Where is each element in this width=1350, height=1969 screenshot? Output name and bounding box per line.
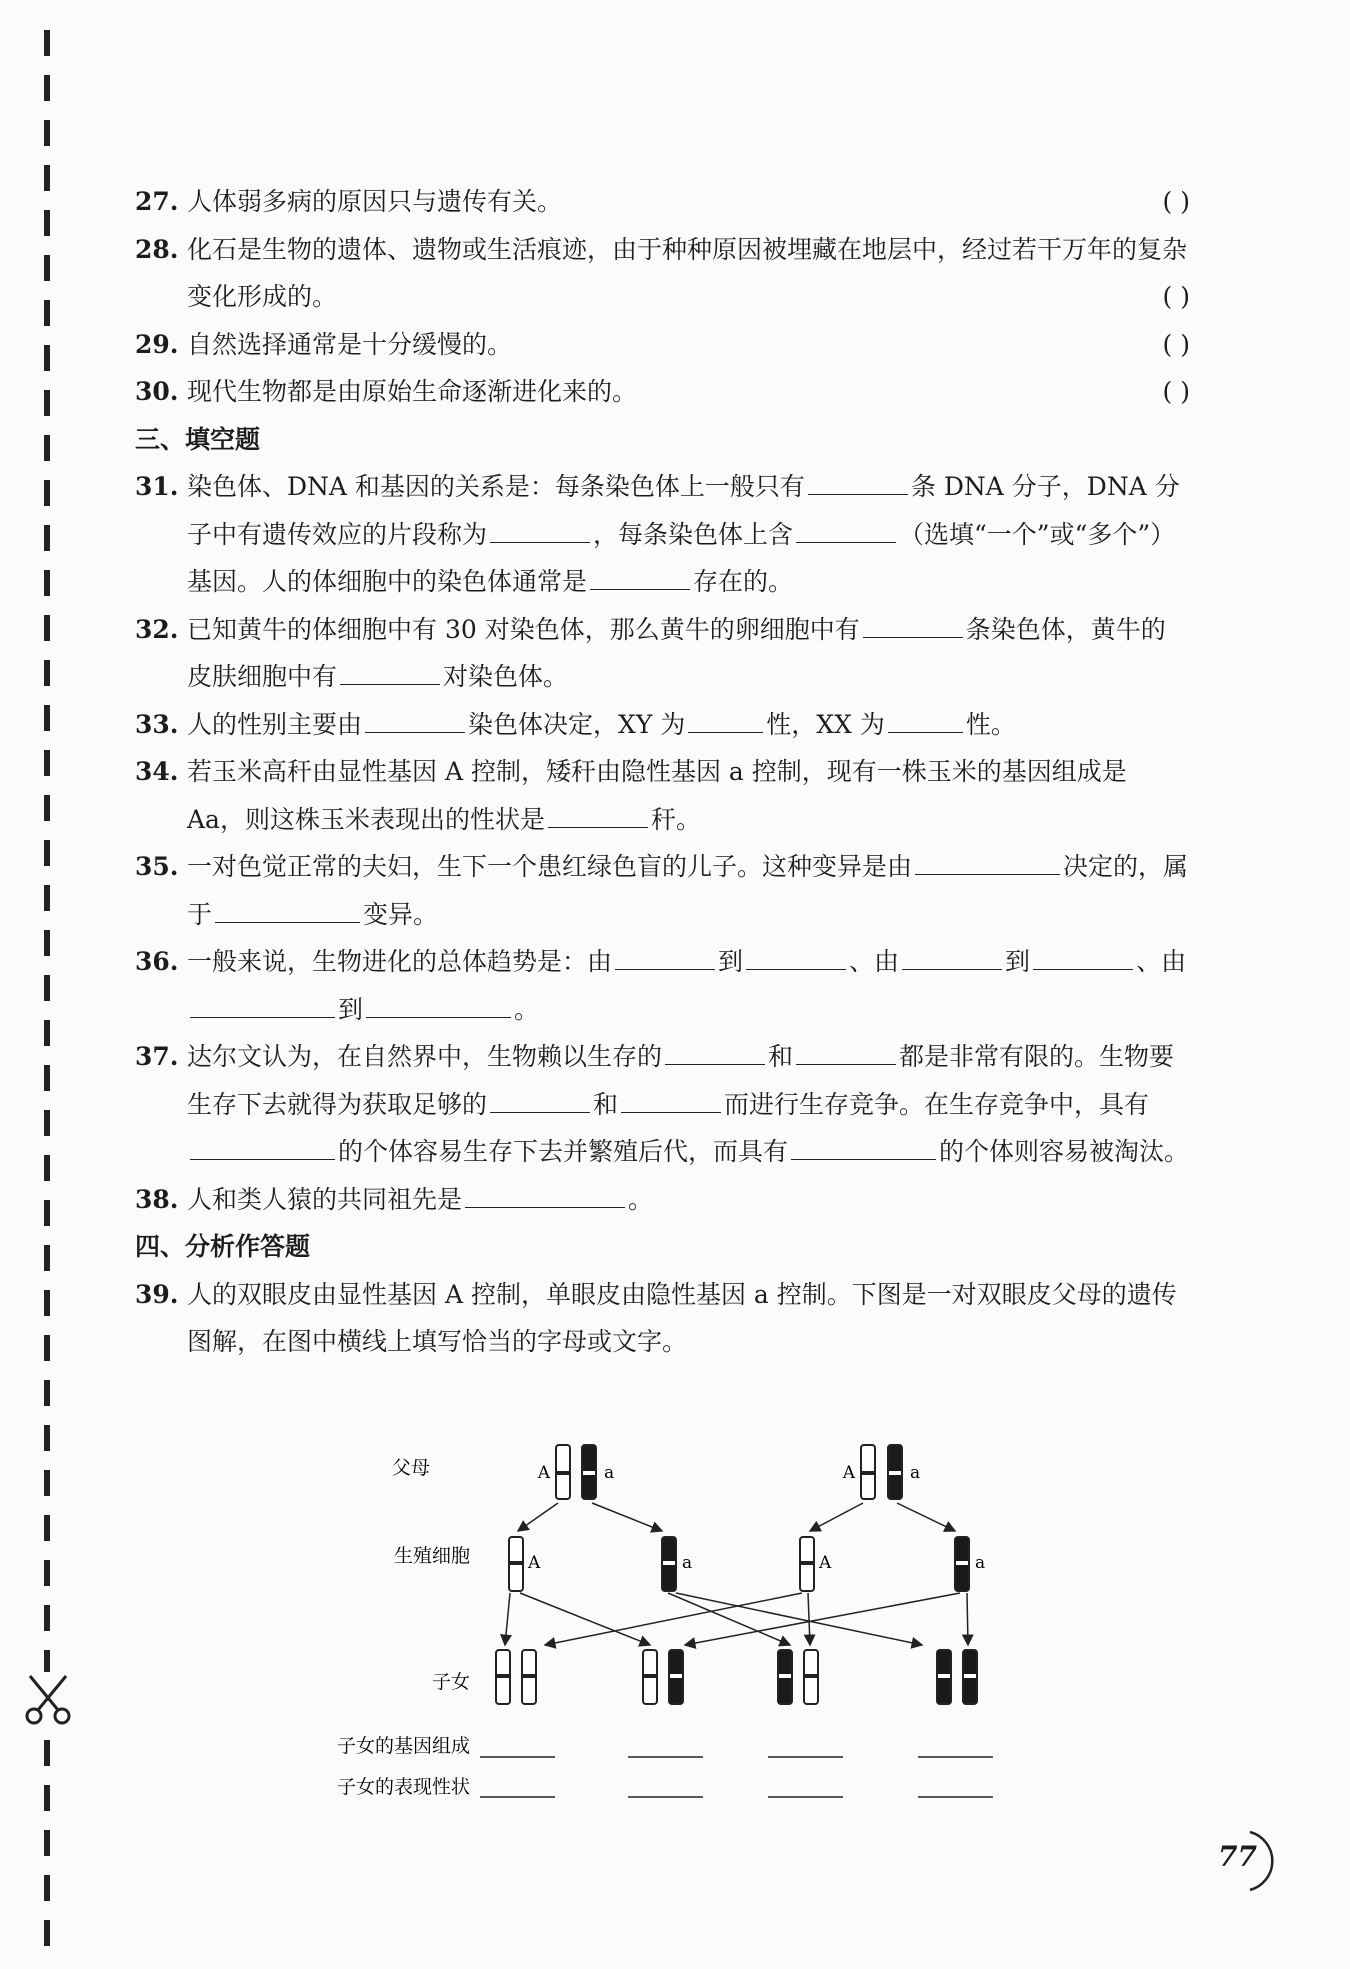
gene-band xyxy=(956,1561,968,1565)
answer-blank[interactable] xyxy=(621,1090,721,1113)
question-text: 化石是生物的遗体、遗物或生活痕迹，由于种种原因被埋藏在地层中，经过若干万年的复杂变化形成的。 xyxy=(187,234,1188,311)
question-text: 到 xyxy=(1005,947,1031,976)
arrows-parent-to-gamete xyxy=(518,1503,955,1531)
question-text: 和 xyxy=(768,1042,794,1071)
answer-blank[interactable] xyxy=(796,1042,896,1065)
question-number: 33. xyxy=(135,709,179,739)
label-children: 子女 xyxy=(431,1671,470,1693)
question-36 xyxy=(135,938,1190,1033)
question-text: 条染色体，黄牛的皮肤细胞中有 xyxy=(187,614,1166,691)
scissors-icon xyxy=(18,1672,78,1732)
question-text: 性。 xyxy=(965,709,1016,739)
parent-father xyxy=(537,1445,614,1499)
answer-blank[interactable] xyxy=(688,710,763,733)
question-text: 染色体、DNA 和基因的关系是：每条染色体上一般只有 xyxy=(187,472,805,501)
allele-label: A xyxy=(842,1463,855,1483)
answer-blank[interactable] xyxy=(1033,947,1133,970)
answer-blank[interactable] xyxy=(888,710,963,733)
question-text: 的个体容易生存下去并繁殖后代，而具有 xyxy=(338,1137,789,1166)
inheritance-diagram xyxy=(300,1425,1020,1825)
question-31 xyxy=(135,463,1190,606)
answer-parentheses[interactable]: ( ) xyxy=(1162,329,1190,359)
question-number: 39. xyxy=(135,1279,179,1309)
question-39 xyxy=(135,1271,1190,1366)
question-text: 秆。 xyxy=(650,804,701,834)
answer-blank[interactable] xyxy=(548,805,648,828)
question-text: （选填“一个”或“多个”）基因。人的体细胞中的染色体通常是 xyxy=(187,519,1176,596)
question-number: 30. xyxy=(135,377,179,406)
question-text: 染色体决定，XY 为 xyxy=(468,709,686,739)
question-28 xyxy=(135,226,1190,321)
gene-band xyxy=(938,1674,950,1678)
answer-blank[interactable] xyxy=(902,947,1002,970)
allele-label: A xyxy=(528,1553,541,1573)
question-text: 变异。 xyxy=(363,899,439,929)
gene-band xyxy=(964,1674,976,1678)
child-AA xyxy=(496,1650,536,1704)
answer-parentheses[interactable]: ( ) xyxy=(1162,187,1190,216)
question-35 xyxy=(135,843,1190,938)
question-text: 到 xyxy=(338,994,364,1024)
question-text: 和 xyxy=(593,1089,619,1119)
question-text: 。 xyxy=(628,1184,654,1214)
question-number: 29. xyxy=(135,329,179,359)
gene-band xyxy=(510,1561,522,1565)
question-number: 37. xyxy=(135,1042,179,1071)
question-text: 都是非常有限的。生物要生存下去就得为获取足够的 xyxy=(187,1042,1175,1119)
gene-band xyxy=(805,1674,817,1678)
question-text: 。 xyxy=(514,994,540,1024)
answer-blank[interactable] xyxy=(215,900,360,923)
section-title-fill-in: 三、填空题 xyxy=(135,424,261,454)
allele-label: A xyxy=(537,1463,550,1483)
allele-label: A xyxy=(819,1553,832,1573)
question-text: 已知黄牛的体细胞中有 30 对染色体，那么黄牛的卵细胞中有 xyxy=(187,614,860,644)
allele-label: a xyxy=(682,1553,693,1573)
label-parents: 父母 xyxy=(391,1457,430,1479)
answer-blank[interactable] xyxy=(340,662,440,685)
answer-parentheses[interactable]: ( ) xyxy=(1162,282,1190,311)
gene-band xyxy=(497,1674,509,1678)
label-genotype: 子女的基因组成 xyxy=(336,1735,470,1757)
cut-line xyxy=(44,30,50,1950)
gene-band xyxy=(862,1471,874,1475)
question-text: 存在的。 xyxy=(693,567,794,596)
question-text: 、由 xyxy=(1136,947,1187,976)
question-number: 32. xyxy=(135,614,179,644)
question-number: 31. xyxy=(135,472,179,501)
page-number xyxy=(1210,1826,1280,1896)
gametes xyxy=(509,1537,985,1591)
question-37 xyxy=(135,1033,1190,1176)
answer-blank[interactable] xyxy=(490,520,590,543)
question-number: 28. xyxy=(135,234,179,264)
question-text: 现代生物都是由原始生命逐渐进化来的。 xyxy=(187,377,638,406)
question-30 xyxy=(135,368,1190,416)
gene-band xyxy=(779,1674,791,1678)
answer-blank[interactable] xyxy=(791,1137,936,1160)
child-Aa-2 xyxy=(778,1650,818,1704)
answer-blank[interactable] xyxy=(746,947,846,970)
gene-band xyxy=(670,1674,682,1678)
answer-blank[interactable] xyxy=(365,710,465,733)
section-title-analysis: 四、分析作答题 xyxy=(135,1232,311,1261)
allele-label: a xyxy=(975,1553,986,1573)
question-34 xyxy=(135,748,1190,843)
answer-blank[interactable] xyxy=(915,852,1060,875)
answer-blank[interactable] xyxy=(366,995,511,1018)
answer-blank[interactable] xyxy=(665,1042,765,1065)
question-text: 若玉米高秆由显性基因 A 控制，矮秆由隐性基因 a 控制，现有一株玉米的基因组成是 Aa，则这株玉米表现出的性状是 xyxy=(187,757,1127,834)
question-number: 35. xyxy=(135,852,179,881)
question-text: 到 xyxy=(718,947,744,976)
answer-blank[interactable] xyxy=(590,567,690,590)
question-text: 的个体则容易被淘汰。 xyxy=(939,1137,1190,1166)
question-text: 决定的，属于 xyxy=(187,852,1189,929)
answer-blank[interactable] xyxy=(490,1090,590,1113)
question-text: 人的性别主要由 xyxy=(187,709,363,739)
answer-blank[interactable] xyxy=(863,615,963,638)
question-29 xyxy=(135,321,1190,369)
gene-band xyxy=(663,1561,675,1565)
child-aa xyxy=(937,1650,977,1704)
arrows-gamete-to-child xyxy=(505,1593,968,1645)
answer-blank[interactable] xyxy=(796,520,896,543)
question-number: 38. xyxy=(135,1184,179,1214)
question-text: 而进行生存竞争。在生存竞争中，具有 xyxy=(724,1089,1150,1119)
gene-band xyxy=(644,1674,656,1678)
child-Aa-1 xyxy=(643,1650,683,1704)
answer-blank[interactable] xyxy=(190,1137,335,1160)
question-text: 性，XX 为 xyxy=(766,709,885,739)
question-text: 对染色体。 xyxy=(443,662,569,691)
question-text: 人的双眼皮由显性基因 A 控制，单眼皮由隐性基因 a 控制。下图是一对双眼皮父母的遗传图解，在图中横线上填写恰当的字母或文字。 xyxy=(187,1279,1177,1356)
question-text: 一般来说，生物进化的总体趋势是：由 xyxy=(187,947,613,976)
gene-band xyxy=(557,1471,569,1475)
question-38 xyxy=(135,1176,1190,1224)
gene-band xyxy=(889,1471,901,1475)
question-text: 条 DNA 分子，DNA 分子中有遗传效应的片段称为 xyxy=(187,472,1180,549)
question-text: 一对色觉正常的夫妇，生下一个患红绿色盲的儿子。这种变异是由 xyxy=(187,852,913,881)
question-27 xyxy=(135,178,1190,226)
question-text: 、由 xyxy=(849,947,900,976)
question-number: 27. xyxy=(135,187,179,216)
allele-label: a xyxy=(910,1463,921,1483)
question-number: 36. xyxy=(135,947,179,976)
question-text: 人体弱多病的原因只与遗传有关。 xyxy=(187,187,563,216)
label-gametes: 生殖细胞 xyxy=(393,1545,470,1567)
page-content xyxy=(135,178,1190,1366)
question-33 xyxy=(135,701,1190,749)
question-text: 人和类人猿的共同祖先是 xyxy=(187,1184,463,1214)
question-number: 34. xyxy=(135,757,179,786)
question-text: 达尔文认为，在自然界中，生物赖以生存的 xyxy=(187,1042,663,1071)
question-text: 自然选择通常是十分缓慢的。 xyxy=(187,329,513,359)
page-number-text: 77 xyxy=(1218,1840,1257,1873)
answer-blank[interactable] xyxy=(808,472,908,495)
label-phenotype: 子女的表现性状 xyxy=(336,1776,470,1798)
gene-band xyxy=(801,1561,813,1565)
allele-label: a xyxy=(604,1463,615,1483)
gene-band xyxy=(523,1674,535,1678)
parent-mother xyxy=(842,1445,920,1499)
answer-blank[interactable] xyxy=(615,947,715,970)
answer-parentheses[interactable]: ( ) xyxy=(1162,377,1190,406)
answer-blank[interactable] xyxy=(190,995,335,1018)
question-text: ，每条染色体上含 xyxy=(593,519,794,549)
answer-blank[interactable] xyxy=(465,1185,625,1208)
gene-band xyxy=(583,1471,595,1475)
question-32 xyxy=(135,606,1190,701)
